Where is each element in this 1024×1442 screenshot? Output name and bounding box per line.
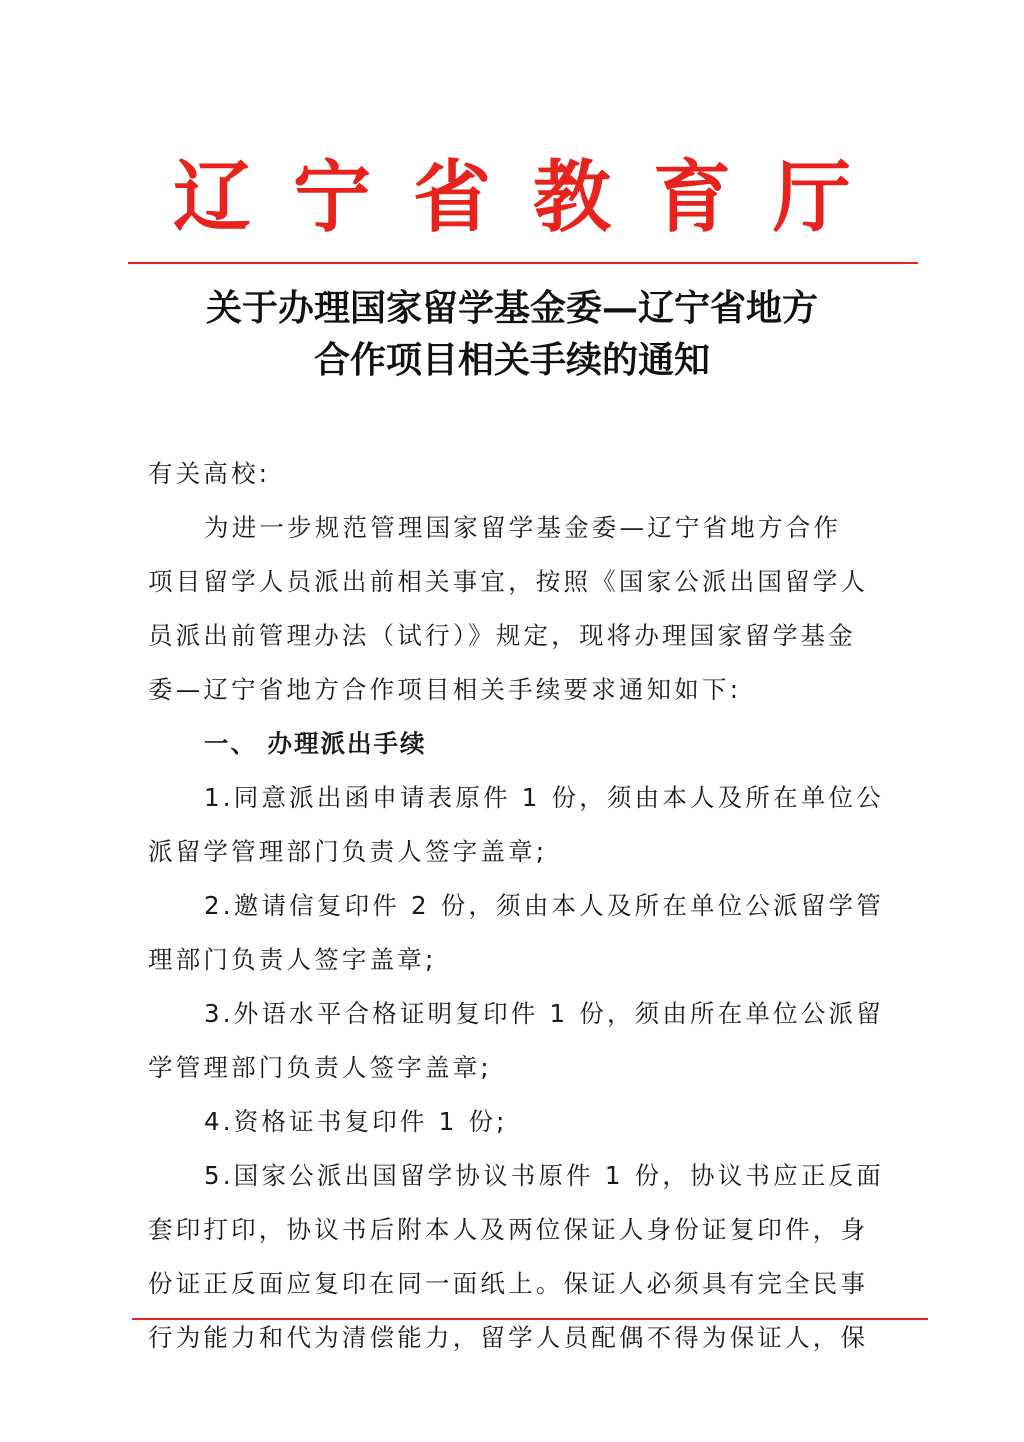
issuer-masthead: 辽宁省教育厅 bbox=[172, 152, 893, 243]
item-3-line: 学管理部门负责人签字盖章; bbox=[148, 1053, 492, 1082]
item-5-line: 份证正反面应复印在同一面纸上。保证人必须具有完全民事 bbox=[148, 1269, 869, 1298]
item-5-line: 5.国家公派出国留学协议书原件 1 份，协议书应正反面 bbox=[204, 1161, 884, 1190]
section-heading: 一、 办理派出手续 bbox=[204, 729, 427, 758]
item-2-line: 2.邀请信复印件 2 份，须由本人及所在单位公派留学管 bbox=[204, 891, 884, 920]
item-3-line: 3.外语水平合格证明复印件 1 份，须由所在单位公派留 bbox=[204, 999, 884, 1028]
document-body bbox=[148, 447, 884, 1365]
item-2-line: 理部门负责人签字盖章; bbox=[148, 945, 437, 974]
title-line-2: 合作项目相关手续的通知 bbox=[313, 339, 710, 381]
item-1-line: 1.同意派出函申请表原件 1 份，须由本人及所在单位公 bbox=[204, 783, 884, 812]
intro-line: 项目留学人员派出前相关事宜，按照《国家公派出国留学人 bbox=[148, 567, 869, 596]
intro-line: 委—辽宁省地方合作项目相关手续要求通知如下: bbox=[148, 675, 742, 704]
item-1-line: 派留学管理部门负责人签字盖章; bbox=[148, 837, 548, 866]
intro-line: 为进一步规范管理国家留学基金委—辽宁省地方合作 bbox=[204, 513, 842, 542]
item-4-line: 4.资格证书复印件 1 份; bbox=[204, 1107, 508, 1136]
document-title bbox=[0, 282, 1024, 386]
title-line-1: 关于办理国家留学基金委—辽宁省地方 bbox=[205, 287, 818, 329]
footer-red-rule bbox=[132, 1318, 928, 1320]
salutation: 有关高校: bbox=[148, 459, 271, 488]
intro-line: 员派出前管理办法（试行）》规定，现将办理国家留学基金 bbox=[148, 621, 856, 650]
item-5-line: 行为能力和代为清偿能力，留学人员配偶不得为保证人，保 bbox=[148, 1323, 869, 1352]
item-5-line: 套印打印，协议书后附本人及两位保证人身份证复印件，身 bbox=[148, 1215, 869, 1244]
header-red-rule bbox=[128, 262, 918, 264]
